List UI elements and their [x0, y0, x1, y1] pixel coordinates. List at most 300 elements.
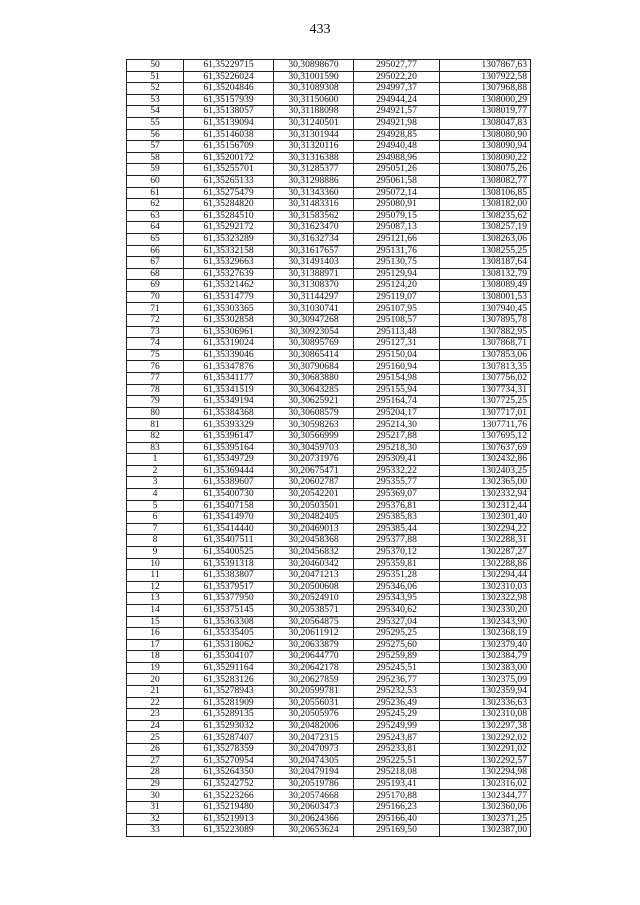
longitude-cell: 30,30608579	[274, 407, 354, 419]
table-row	[127, 697, 531, 709]
coord-y-cell: 1302288,31	[440, 535, 531, 547]
longitude-cell: 30,30898670	[274, 60, 354, 72]
coord-x-cell: 295376,81	[354, 500, 440, 512]
longitude-cell: 30,20474305	[274, 755, 354, 767]
coord-y-cell: 1307711,76	[440, 419, 531, 431]
table-row	[127, 709, 531, 721]
point-number-cell: 79	[127, 396, 184, 408]
point-number-cell: 29	[127, 778, 184, 790]
coord-y-cell: 1302292,57	[440, 755, 531, 767]
coord-y-cell: 1307853,06	[440, 349, 531, 361]
point-number-cell: 32	[127, 813, 184, 825]
table-row	[127, 767, 531, 779]
table-row	[127, 396, 531, 408]
table-row	[127, 593, 531, 605]
latitude-cell: 61,35384368	[184, 407, 274, 419]
latitude-cell: 61,35242752	[184, 778, 274, 790]
longitude-cell: 30,20479194	[274, 767, 354, 779]
coord-y-cell: 1308047,83	[440, 117, 531, 129]
point-number-cell: 31	[127, 802, 184, 814]
coord-y-cell: 1302294,98	[440, 767, 531, 779]
longitude-cell: 30,31483316	[274, 199, 354, 211]
coord-x-cell: 295236,49	[354, 697, 440, 709]
point-number-cell: 73	[127, 326, 184, 338]
latitude-cell: 61,35414440	[184, 523, 274, 535]
point-number-cell: 3	[127, 477, 184, 489]
coord-y-cell: 1302312,44	[440, 500, 531, 512]
coord-x-cell: 295245,29	[354, 709, 440, 721]
longitude-cell: 30,20624366	[274, 813, 354, 825]
coord-y-cell: 1302316,02	[440, 778, 531, 790]
table-row	[127, 431, 531, 443]
point-number-cell: 18	[127, 651, 184, 663]
coord-y-cell: 1308106,85	[440, 187, 531, 199]
longitude-cell: 30,30895769	[274, 338, 354, 350]
latitude-cell: 61,35339046	[184, 349, 274, 361]
point-number-cell: 60	[127, 175, 184, 187]
coord-x-cell: 295027,77	[354, 60, 440, 72]
longitude-cell: 30,20503501	[274, 500, 354, 512]
latitude-cell: 61,35395164	[184, 442, 274, 454]
latitude-cell: 61,35270954	[184, 755, 274, 767]
coord-x-cell: 295072,14	[354, 187, 440, 199]
latitude-cell: 61,35318062	[184, 639, 274, 651]
coord-y-cell: 1308187,64	[440, 257, 531, 269]
latitude-cell: 61,35278359	[184, 744, 274, 756]
table-row	[127, 686, 531, 698]
table-row	[127, 257, 531, 269]
coord-y-cell: 1302387,00	[440, 825, 531, 837]
latitude-cell: 61,35304107	[184, 651, 274, 663]
longitude-cell: 30,20642178	[274, 662, 354, 674]
latitude-cell: 61,35375145	[184, 604, 274, 616]
latitude-cell: 61,35157939	[184, 94, 274, 106]
coord-y-cell: 1307868,71	[440, 338, 531, 350]
table-row	[127, 71, 531, 83]
point-number-cell: 65	[127, 233, 184, 245]
latitude-cell: 61,35293032	[184, 720, 274, 732]
coord-y-cell: 1302360,06	[440, 802, 531, 814]
latitude-cell: 61,35327639	[184, 268, 274, 280]
latitude-cell: 61,35229715	[184, 60, 274, 72]
table-row	[127, 720, 531, 732]
latitude-cell: 61,35223266	[184, 790, 274, 802]
table-row	[127, 326, 531, 338]
point-number-cell: 52	[127, 83, 184, 95]
point-number-cell: 7	[127, 523, 184, 535]
longitude-cell: 30,20603473	[274, 802, 354, 814]
longitude-cell: 30,31632734	[274, 233, 354, 245]
coord-y-cell: 1302375,09	[440, 674, 531, 686]
table-row	[127, 616, 531, 628]
longitude-cell: 30,31001590	[274, 71, 354, 83]
point-number-cell: 14	[127, 604, 184, 616]
point-number-cell: 19	[127, 662, 184, 674]
coord-y-cell: 1308257,19	[440, 222, 531, 234]
coord-y-cell: 1307637,69	[440, 442, 531, 454]
longitude-cell: 30,20653624	[274, 825, 354, 837]
coord-y-cell: 1308090,22	[440, 152, 531, 164]
latitude-cell: 61,35319024	[184, 338, 274, 350]
coord-x-cell: 295150,04	[354, 349, 440, 361]
longitude-cell: 30,30947268	[274, 315, 354, 327]
point-number-cell: 4	[127, 488, 184, 500]
latitude-cell: 61,35291164	[184, 662, 274, 674]
coord-y-cell: 1302432,86	[440, 454, 531, 466]
point-number-cell: 61	[127, 187, 184, 199]
coord-y-cell: 1302368,19	[440, 628, 531, 640]
latitude-cell: 61,35407511	[184, 535, 274, 547]
coord-x-cell: 295236,77	[354, 674, 440, 686]
longitude-cell: 30,20564875	[274, 616, 354, 628]
point-number-cell: 54	[127, 106, 184, 118]
longitude-cell: 30,20542201	[274, 488, 354, 500]
coord-y-cell: 1302371,25	[440, 813, 531, 825]
coord-x-cell: 294944,24	[354, 94, 440, 106]
longitude-cell: 30,20731976	[274, 454, 354, 466]
point-number-cell: 76	[127, 361, 184, 373]
coord-x-cell: 295080,91	[354, 199, 440, 211]
point-number-cell: 80	[127, 407, 184, 419]
coord-x-cell: 295170,88	[354, 790, 440, 802]
latitude-cell: 61,35396147	[184, 431, 274, 443]
longitude-cell: 30,20611912	[274, 628, 354, 640]
point-number-cell: 56	[127, 129, 184, 141]
point-number-cell: 28	[127, 767, 184, 779]
point-number-cell: 67	[127, 257, 184, 269]
coord-y-cell: 1302379,40	[440, 639, 531, 651]
coord-y-cell: 1308080,90	[440, 129, 531, 141]
table-row	[127, 465, 531, 477]
coord-x-cell: 295129,94	[354, 268, 440, 280]
coord-x-cell: 294921,98	[354, 117, 440, 129]
coord-x-cell: 295154,98	[354, 373, 440, 385]
coord-y-cell: 1308019,77	[440, 106, 531, 118]
table-row	[127, 778, 531, 790]
table-row	[127, 755, 531, 767]
latitude-cell: 61,35347876	[184, 361, 274, 373]
latitude-cell: 61,35323289	[184, 233, 274, 245]
latitude-cell: 61,35349194	[184, 396, 274, 408]
point-number-cell: 83	[127, 442, 184, 454]
point-number-cell: 72	[127, 315, 184, 327]
coord-x-cell: 295119,07	[354, 291, 440, 303]
coord-y-cell: 1308182,00	[440, 199, 531, 211]
coord-y-cell: 1308263,06	[440, 233, 531, 245]
longitude-cell: 30,31144297	[274, 291, 354, 303]
point-number-cell: 77	[127, 373, 184, 385]
table-row	[127, 651, 531, 663]
table-row	[127, 419, 531, 431]
longitude-cell: 30,30865414	[274, 349, 354, 361]
coord-x-cell: 295087,13	[354, 222, 440, 234]
coord-y-cell: 1302291,02	[440, 744, 531, 756]
table-row	[127, 373, 531, 385]
latitude-cell: 61,35287407	[184, 732, 274, 744]
longitude-cell: 30,31285377	[274, 164, 354, 176]
longitude-cell: 30,20500608	[274, 581, 354, 593]
coord-x-cell: 295355,77	[354, 477, 440, 489]
longitude-cell: 30,31491403	[274, 257, 354, 269]
coord-y-cell: 1308132,79	[440, 268, 531, 280]
longitude-cell: 30,20482006	[274, 720, 354, 732]
table-row	[127, 813, 531, 825]
coord-y-cell: 1308001,53	[440, 291, 531, 303]
latitude-cell: 61,35281909	[184, 697, 274, 709]
coord-x-cell: 295166,40	[354, 813, 440, 825]
point-number-cell: 57	[127, 141, 184, 153]
table-row	[127, 500, 531, 512]
longitude-cell: 30,31388971	[274, 268, 354, 280]
table-row	[127, 535, 531, 547]
latitude-cell: 61,35341519	[184, 384, 274, 396]
table-row	[127, 245, 531, 257]
table-row	[127, 199, 531, 211]
coord-x-cell: 295225,51	[354, 755, 440, 767]
latitude-cell: 61,35223089	[184, 825, 274, 837]
point-number-cell: 6	[127, 512, 184, 524]
table-row	[127, 361, 531, 373]
coord-x-cell: 295113,48	[354, 326, 440, 338]
coord-y-cell: 1308235,62	[440, 210, 531, 222]
latitude-cell: 61,35200172	[184, 152, 274, 164]
coord-x-cell: 294988,96	[354, 152, 440, 164]
longitude-cell: 30,31150600	[274, 94, 354, 106]
coord-x-cell: 295370,12	[354, 546, 440, 558]
table-row	[127, 488, 531, 500]
point-number-cell: 17	[127, 639, 184, 651]
coord-x-cell: 295218,08	[354, 767, 440, 779]
latitude-cell: 61,35306961	[184, 326, 274, 338]
latitude-cell: 61,35341177	[184, 373, 274, 385]
latitude-cell: 61,35204846	[184, 83, 274, 95]
coord-x-cell: 295164,74	[354, 396, 440, 408]
coord-x-cell: 294997,37	[354, 83, 440, 95]
table-row	[127, 662, 531, 674]
coord-y-cell: 1307813,35	[440, 361, 531, 373]
coord-x-cell: 295340,62	[354, 604, 440, 616]
table-row	[127, 315, 531, 327]
table-row	[127, 233, 531, 245]
longitude-cell: 30,20472315	[274, 732, 354, 744]
longitude-cell: 30,20675471	[274, 465, 354, 477]
point-number-cell: 25	[127, 732, 184, 744]
longitude-cell: 30,31617657	[274, 245, 354, 257]
coord-x-cell: 295121,66	[354, 233, 440, 245]
point-number-cell: 63	[127, 210, 184, 222]
coord-x-cell: 295130,75	[354, 257, 440, 269]
longitude-cell: 30,20538571	[274, 604, 354, 616]
coord-x-cell: 295107,95	[354, 303, 440, 315]
table-row	[127, 268, 531, 280]
coord-x-cell: 295232,53	[354, 686, 440, 698]
table-row	[127, 60, 531, 72]
table-row	[127, 187, 531, 199]
coord-x-cell: 295377,88	[354, 535, 440, 547]
coord-x-cell: 295385,44	[354, 523, 440, 535]
page-number: 433	[309, 22, 331, 37]
latitude-cell: 61,35363308	[184, 616, 274, 628]
point-number-cell: 66	[127, 245, 184, 257]
longitude-cell: 30,20599781	[274, 686, 354, 698]
longitude-cell: 30,20482405	[274, 512, 354, 524]
table-row	[127, 338, 531, 350]
latitude-cell: 61,35335405	[184, 628, 274, 640]
coord-x-cell: 295022,20	[354, 71, 440, 83]
longitude-cell: 30,20627859	[274, 674, 354, 686]
coord-y-cell: 1307968,88	[440, 83, 531, 95]
table-row	[127, 604, 531, 616]
point-number-cell: 26	[127, 744, 184, 756]
coord-x-cell: 295249,99	[354, 720, 440, 732]
coord-y-cell: 1302383,00	[440, 662, 531, 674]
table-row	[127, 210, 531, 222]
coord-x-cell: 295275,60	[354, 639, 440, 651]
longitude-cell: 30,20469013	[274, 523, 354, 535]
longitude-cell: 30,31188098	[274, 106, 354, 118]
coord-y-cell: 1307695,12	[440, 431, 531, 443]
coord-x-cell: 295204,17	[354, 407, 440, 419]
longitude-cell: 30,20460342	[274, 558, 354, 570]
latitude-cell: 61,35393329	[184, 419, 274, 431]
latitude-cell: 61,35332158	[184, 245, 274, 257]
coord-y-cell: 1302343,90	[440, 616, 531, 628]
longitude-cell: 30,20556031	[274, 697, 354, 709]
latitude-cell: 61,35379517	[184, 581, 274, 593]
point-number-cell: 9	[127, 546, 184, 558]
table-row	[127, 117, 531, 129]
point-number-cell: 53	[127, 94, 184, 106]
point-number-cell: 24	[127, 720, 184, 732]
longitude-cell: 30,20471213	[274, 570, 354, 582]
point-number-cell: 74	[127, 338, 184, 350]
longitude-cell: 30,20456832	[274, 546, 354, 558]
latitude-cell: 61,35255701	[184, 164, 274, 176]
coord-y-cell: 1308255,25	[440, 245, 531, 257]
table-row	[127, 825, 531, 837]
latitude-cell: 61,35283126	[184, 674, 274, 686]
point-number-cell: 55	[127, 117, 184, 129]
table-row	[127, 570, 531, 582]
coord-x-cell: 295214,30	[354, 419, 440, 431]
coord-y-cell: 1302292,02	[440, 732, 531, 744]
point-number-cell: 12	[127, 581, 184, 593]
coord-y-cell: 1307922,58	[440, 71, 531, 83]
longitude-cell: 30,20574668	[274, 790, 354, 802]
coord-y-cell: 1302287,27	[440, 546, 531, 558]
longitude-cell: 30,31301944	[274, 129, 354, 141]
latitude-cell: 61,35289135	[184, 709, 274, 721]
point-number-cell: 64	[127, 222, 184, 234]
coord-y-cell: 1308075,26	[440, 164, 531, 176]
coordinates-table	[126, 59, 531, 837]
coord-y-cell: 1307734,31	[440, 384, 531, 396]
point-number-cell: 21	[127, 686, 184, 698]
longitude-cell: 30,30790684	[274, 361, 354, 373]
latitude-cell: 61,35400525	[184, 546, 274, 558]
coord-y-cell: 1302330,20	[440, 604, 531, 616]
point-number-cell: 75	[127, 349, 184, 361]
table-row	[127, 407, 531, 419]
point-number-cell: 82	[127, 431, 184, 443]
coord-y-cell: 1302301,40	[440, 512, 531, 524]
latitude-cell: 61,35226024	[184, 71, 274, 83]
latitude-cell: 61,35407158	[184, 500, 274, 512]
table-row	[127, 790, 531, 802]
longitude-cell: 30,30643285	[274, 384, 354, 396]
coord-y-cell: 1302310,08	[440, 709, 531, 721]
table-row	[127, 129, 531, 141]
latitude-cell: 61,35377950	[184, 593, 274, 605]
latitude-cell: 61,35146038	[184, 129, 274, 141]
latitude-cell: 61,35219480	[184, 802, 274, 814]
longitude-cell: 30,30566999	[274, 431, 354, 443]
table-row	[127, 744, 531, 756]
latitude-cell: 61,35389607	[184, 477, 274, 489]
longitude-cell: 30,31240501	[274, 117, 354, 129]
coord-x-cell: 295193,41	[354, 778, 440, 790]
point-number-cell: 27	[127, 755, 184, 767]
coord-x-cell: 295079,15	[354, 210, 440, 222]
table-row	[127, 280, 531, 292]
coord-y-cell: 1302336,63	[440, 697, 531, 709]
coord-y-cell: 1302384,79	[440, 651, 531, 663]
coord-x-cell: 294940,48	[354, 141, 440, 153]
coord-y-cell: 1308090,94	[440, 141, 531, 153]
longitude-cell: 30,31030741	[274, 303, 354, 315]
table-row	[127, 546, 531, 558]
coord-y-cell: 1302322,98	[440, 593, 531, 605]
latitude-cell: 61,35156709	[184, 141, 274, 153]
coord-y-cell: 1302359,94	[440, 686, 531, 698]
latitude-cell: 61,35369444	[184, 465, 274, 477]
longitude-cell: 30,30683880	[274, 373, 354, 385]
table-row	[127, 639, 531, 651]
longitude-cell: 30,30459703	[274, 442, 354, 454]
coord-x-cell: 295351,28	[354, 570, 440, 582]
longitude-cell: 30,20602787	[274, 477, 354, 489]
longitude-cell: 30,30923054	[274, 326, 354, 338]
latitude-cell: 61,35302858	[184, 315, 274, 327]
table-row	[127, 152, 531, 164]
coord-y-cell: 1307756,02	[440, 373, 531, 385]
latitude-cell: 61,35264350	[184, 767, 274, 779]
coord-x-cell: 295295,25	[354, 628, 440, 640]
point-number-cell: 10	[127, 558, 184, 570]
latitude-cell: 61,35400730	[184, 488, 274, 500]
longitude-cell: 30,20458368	[274, 535, 354, 547]
coord-y-cell: 1308082,77	[440, 175, 531, 187]
longitude-cell: 30,20470973	[274, 744, 354, 756]
coord-y-cell: 1302365,00	[440, 477, 531, 489]
point-number-cell: 69	[127, 280, 184, 292]
coord-x-cell: 295061,58	[354, 175, 440, 187]
point-number-cell: 81	[127, 419, 184, 431]
longitude-cell: 30,20519786	[274, 778, 354, 790]
coord-x-cell: 295332,22	[354, 465, 440, 477]
table-row	[127, 175, 531, 187]
coord-y-cell: 1302294,22	[440, 523, 531, 535]
table-row	[127, 164, 531, 176]
coord-x-cell: 295051,26	[354, 164, 440, 176]
coord-y-cell: 1302344,77	[440, 790, 531, 802]
coord-x-cell: 295233,81	[354, 744, 440, 756]
latitude-cell: 61,35138057	[184, 106, 274, 118]
latitude-cell: 61,35219913	[184, 813, 274, 825]
table-row	[127, 106, 531, 118]
coord-x-cell: 295218,30	[354, 442, 440, 454]
longitude-cell: 30,20644770	[274, 651, 354, 663]
